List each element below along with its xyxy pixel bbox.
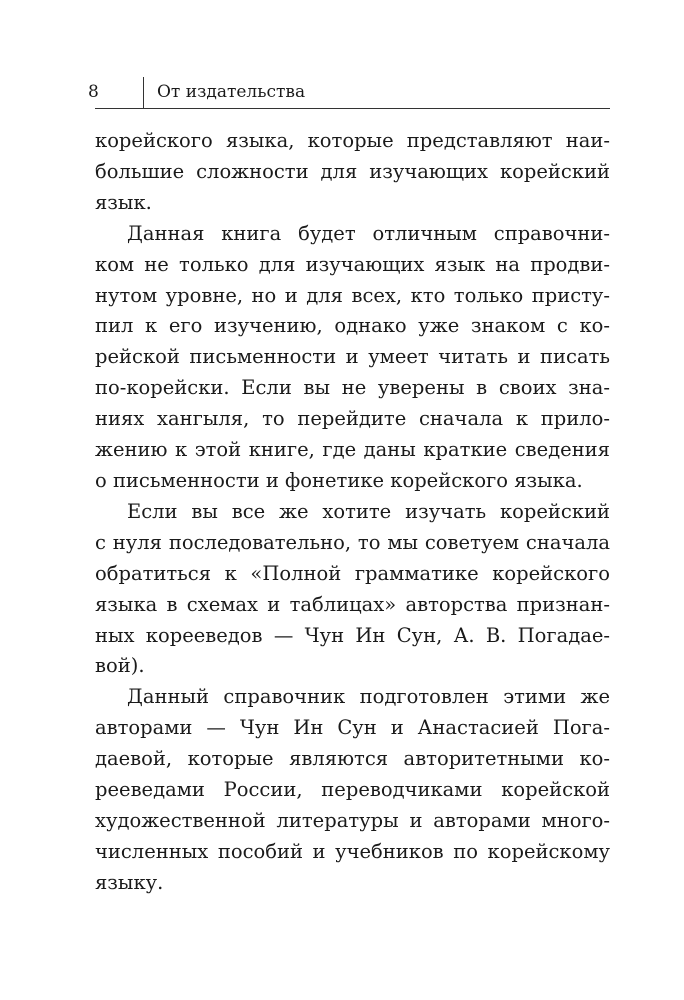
text-line: о письменности и фонетике корейского языка. — [95, 468, 583, 492]
text-line: языка в схемах и таблицах» авторства признан- — [95, 592, 610, 616]
text-line: вой). — [95, 654, 145, 678]
text-line: обратиться к «Полной грамматике корейского — [95, 561, 610, 585]
text-line: Данная книга будет отличным справочни- — [127, 221, 610, 245]
text-line: пил к его изучению, однако уже знаком с ко- — [95, 314, 610, 338]
text-line: ком не только для изучающих язык на продви- — [95, 252, 610, 276]
header-separator — [143, 77, 144, 108]
text-line: большие сложности для изучающих корейский — [95, 159, 610, 183]
text-line: корейского языка, которые представляют наи- — [95, 129, 610, 152]
page-number: 8 — [88, 82, 99, 102]
text-line: авторами — Чун Ин Сун и Анастасией Пога- — [95, 716, 610, 740]
text-line: Если вы все же хотите изучать корейский — [127, 499, 610, 523]
text-line: с нуля последовательно, то мы советуем сначала — [95, 530, 610, 554]
text-line: ных корееведов — Чун Ин Сун, А. В. Погадае- — [95, 623, 610, 647]
text-line: Данный справочник подготовлен этими же — [127, 685, 610, 709]
text-line: рейской письменности и умеет читать и писать — [95, 345, 610, 369]
text-line: ниях хангыля, то перейдите сначала к прило- — [95, 407, 610, 431]
header-rule — [95, 108, 610, 109]
body-text — [95, 126, 610, 899]
text-line: численных пособий и учебников по корейскому — [95, 839, 610, 863]
running-title: От издательства — [157, 82, 306, 102]
text-line: нутом уровне, но и для всех, кто только присту- — [95, 283, 610, 307]
text-line: рееведами России, переводчиками корейской — [95, 778, 610, 802]
text-line: по-корейски. Если вы не уверены в своих зна- — [95, 376, 610, 400]
text-line: даевой, которые являются авторитетными ко- — [95, 747, 610, 771]
text-line: художественной литературы и авторами много- — [95, 808, 610, 832]
text-line: язык. — [95, 190, 152, 214]
text-line: жению к этой книге, где даны краткие сведения — [95, 438, 610, 462]
text-line: языку. — [95, 870, 164, 894]
